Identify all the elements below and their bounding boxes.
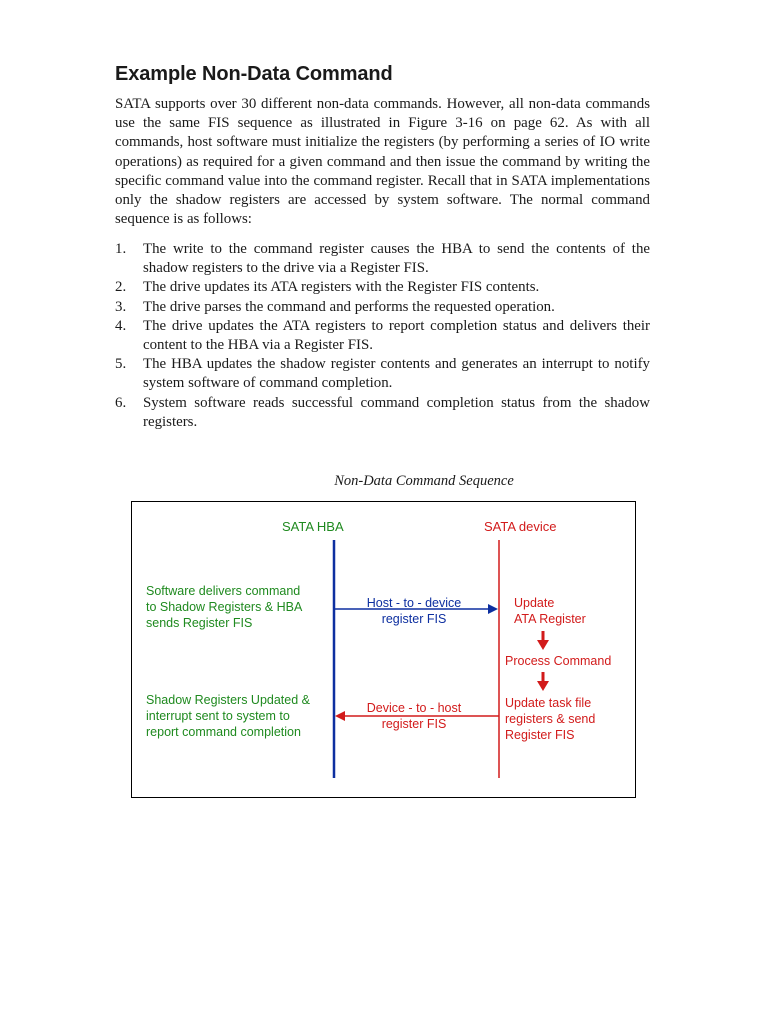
diagram-lines xyxy=(132,502,637,799)
step-number: 5. xyxy=(115,356,127,373)
software-delivers-text: Software delivers command to Shadow Registers & HBA sends Register FIS xyxy=(146,584,303,630)
step-text: The write to the command register causes the HBA to send the contents of the shadow registers to the drive via a Register FIS. xyxy=(143,241,650,277)
host-to-device-label: Host - to - device register FIS xyxy=(366,596,462,626)
list-item xyxy=(115,355,650,393)
update-ata-register-text: Update ATA Register xyxy=(514,596,586,626)
device-label: SATA device xyxy=(484,519,557,534)
intro-paragraph: SATA supports over 30 different non-data commands. However, all non-data commands use the same FIS sequence as illustrated in Figure 3-16 on page 62. As with all commands, host software must initialize the registers (by performing a series of IO write operations) as required for a given command and then issue the command by writing the specific command value into the command register. Recall that in SATA implementations only the shadow registers are accessed by system software. The normal command sequence is as follows: xyxy=(115,96,650,228)
step-number: 3. xyxy=(115,298,127,315)
update-task-file-text: Update task file registers & send Register FIS xyxy=(505,696,596,742)
shadow-registers-updated-text: Shadow Registers Updated & interrupt sent to system to report command completion xyxy=(146,693,310,739)
device-to-host-label: Device - to - host register FIS xyxy=(366,701,462,731)
step-number: 2. xyxy=(115,279,127,296)
down-arrow-icon xyxy=(537,631,549,650)
sequence-diagram xyxy=(131,501,636,798)
step-number: 6. xyxy=(115,394,127,411)
step-text: The drive parses the command and performs the requested operation. xyxy=(143,298,555,315)
step-text: The HBA updates the shadow register contents and generates an interrupt to notify system software of command completion. xyxy=(143,356,650,392)
list-item xyxy=(115,278,650,297)
down-arrow-icon xyxy=(537,672,549,691)
page-heading: Example Non-Data Command xyxy=(115,63,393,85)
figure-caption: Non-Data Command Sequence xyxy=(334,473,514,489)
step-number: 4. xyxy=(115,317,127,334)
list-item xyxy=(115,317,650,355)
process-command-text: Process Command xyxy=(505,654,612,668)
step-text: The drive updates the ATA registers to report completion status and delivers their content to the HBA via a Register FIS. xyxy=(143,317,650,354)
step-text: The drive updates its ATA registers with the Register FIS contents. xyxy=(143,279,540,296)
hba-label: SATA HBA xyxy=(282,519,344,534)
command-sequence-list xyxy=(115,240,650,432)
list-item xyxy=(115,394,650,432)
step-number: 1. xyxy=(115,241,127,257)
list-item xyxy=(115,240,650,278)
step-text: System software reads successful command completion status from the shadow registers. xyxy=(143,394,650,430)
list-item xyxy=(115,298,650,317)
